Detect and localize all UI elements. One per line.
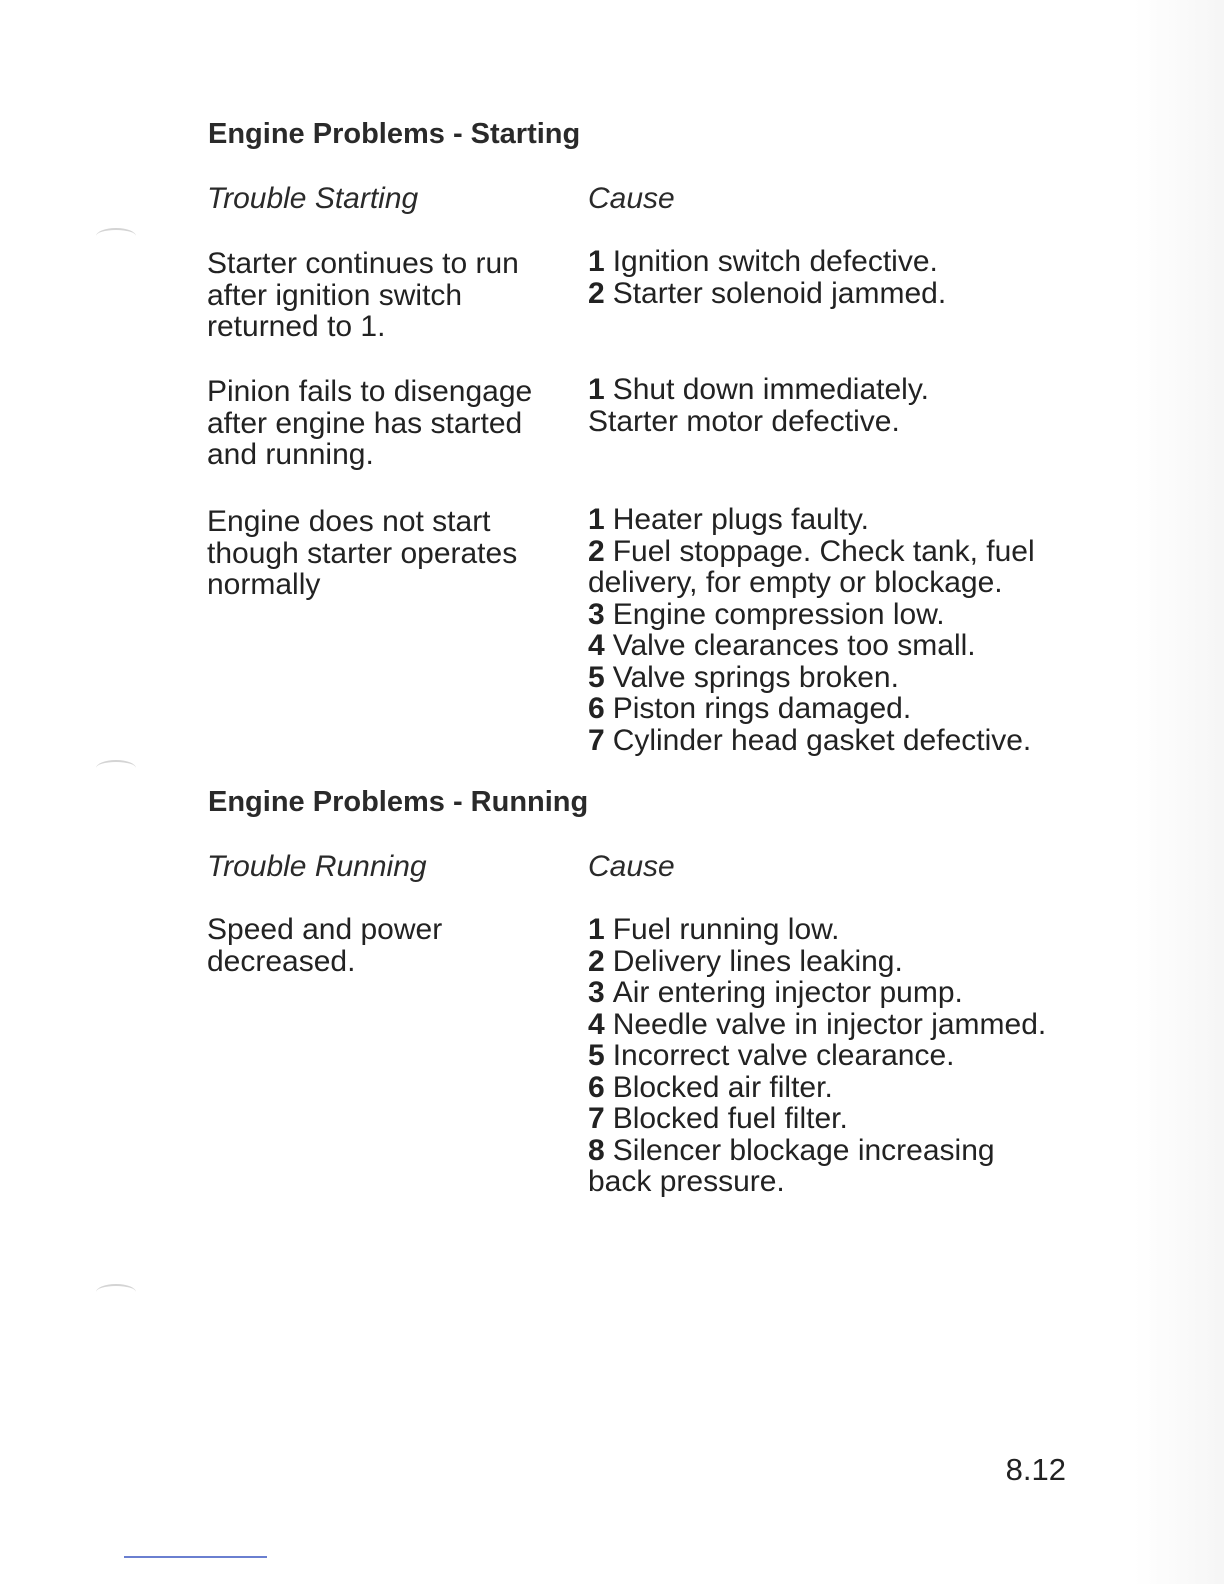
trouble-description: Starter continues to run after ignition switch returned to 1. (207, 247, 519, 343)
cause-text: Blocked fuel filter. (612, 1102, 848, 1135)
cause-number: 1 (588, 913, 605, 946)
cause-number: 6 (588, 1070, 605, 1104)
binder-hole-mark (96, 760, 136, 776)
cause-item (588, 1040, 1068, 1072)
cause-item (588, 278, 1088, 310)
page-edge-shadow (1134, 0, 1224, 1584)
cause-number: 2 (588, 944, 605, 978)
cause-number: 7 (588, 723, 605, 757)
cause-item (588, 504, 1068, 536)
cause-item (588, 406, 1088, 438)
binder-hole-mark (96, 1284, 136, 1300)
cause-item (588, 662, 1068, 694)
cause-item (588, 946, 1068, 978)
cause-text: Delivery lines leaking. (612, 944, 903, 978)
cause-text: Heater plugs faulty. (612, 503, 869, 536)
cause-text: Cylinder head gasket defective. (612, 723, 1032, 757)
cause-item (588, 977, 1068, 1009)
trouble-description: Speed and power decreased. (207, 913, 443, 978)
cause-number: 4 (588, 1007, 605, 1041)
cause-number: 2 (588, 534, 605, 568)
page-number: 8.12 (1005, 1452, 1066, 1487)
cause-text: Valve clearances too small. (612, 629, 976, 662)
cause-number: 1 (588, 245, 605, 278)
cause-number: 1 (588, 373, 605, 406)
cause-number: 5 (588, 660, 605, 694)
cause-item (588, 374, 1088, 406)
trouble-description: Pinion fails to disengage after engine has started and running. (207, 375, 533, 471)
cause-item (588, 1072, 1068, 1104)
column-header-cause: Cause (588, 850, 675, 883)
cause-text: Silencer blockage increasing back pressure. (588, 1133, 995, 1198)
cause-item (588, 599, 1068, 631)
cause-item (588, 693, 1068, 725)
cause-text: Starter motor defective. (588, 404, 900, 438)
cause-text: Shut down immediately. (612, 373, 929, 406)
cause-item (588, 914, 1068, 946)
cause-text: Fuel stoppage. Check tank, fuel delivery, for empty or blockage. (588, 534, 1035, 599)
cause-number: 8 (588, 1133, 605, 1167)
column-header-trouble-starting: Trouble Starting (207, 182, 419, 215)
binder-hole-mark (96, 228, 136, 244)
cause-item (588, 246, 1088, 278)
cause-list (588, 246, 1088, 309)
cause-text: Needle valve in injector jammed. (612, 1007, 1047, 1041)
cause-item (588, 1009, 1068, 1041)
cause-number: 4 (588, 629, 605, 662)
section-title-running: Engine Problems - Running (208, 786, 589, 818)
column-header-cause: Cause (588, 182, 675, 215)
column-header-trouble-running: Trouble Running (207, 850, 427, 883)
cause-text: Air entering injector pump. (612, 976, 963, 1009)
cause-item (588, 536, 1068, 599)
cause-text: Starter solenoid jammed. (612, 276, 947, 310)
cause-text: Incorrect valve clearance. (612, 1039, 955, 1072)
cause-text: Fuel running low. (612, 913, 840, 946)
cause-item (588, 1135, 1028, 1198)
cause-text: Ignition switch defective. (612, 245, 938, 278)
cause-number: 2 (588, 276, 605, 310)
trouble-description: Engine does not start though starter operates normally (207, 505, 518, 601)
cause-text: Valve springs broken. (612, 660, 899, 694)
cause-number: 7 (588, 1102, 605, 1135)
cause-item (588, 725, 1068, 757)
cause-item (588, 1103, 1068, 1135)
cause-number: 3 (588, 597, 605, 631)
cause-number: 3 (588, 976, 605, 1009)
cause-number: 5 (588, 1039, 605, 1072)
section-title-starting: Engine Problems - Starting (208, 118, 581, 150)
cause-list (588, 374, 1088, 437)
cause-list (588, 914, 1068, 1198)
cause-text: Blocked air filter. (612, 1070, 833, 1104)
cause-text: Engine compression low. (612, 597, 945, 631)
cause-list (588, 504, 1068, 756)
bottom-rule (124, 1556, 267, 1558)
cause-text: Piston rings damaged. (612, 692, 912, 725)
cause-item (588, 630, 1068, 662)
cause-number: 6 (588, 692, 605, 725)
cause-number: 1 (588, 503, 605, 536)
